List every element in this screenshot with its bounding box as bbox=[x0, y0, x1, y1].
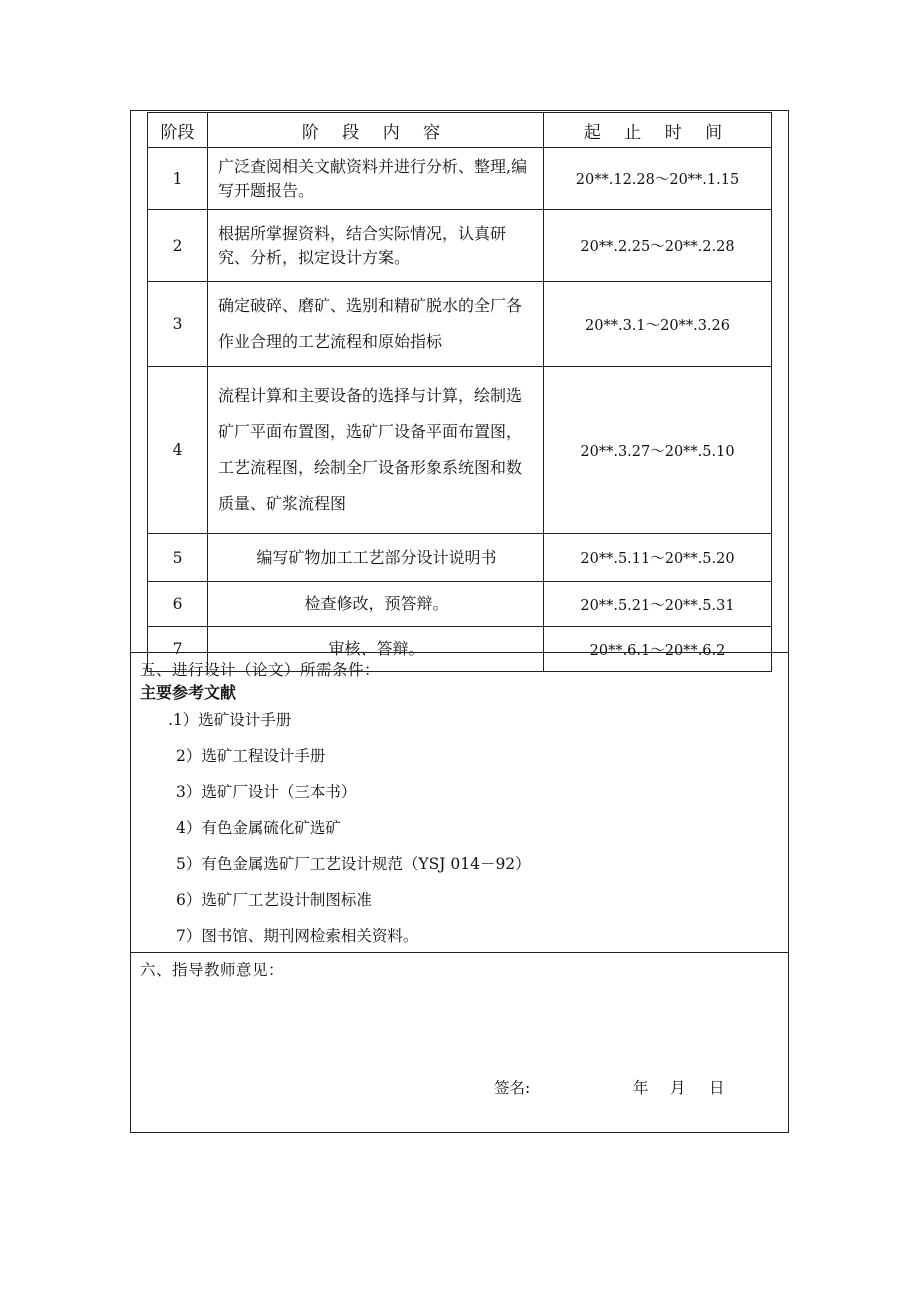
table-row bbox=[148, 148, 772, 210]
stage-content: 审核、答辩。 bbox=[208, 627, 544, 672]
table-header-row bbox=[148, 113, 772, 148]
table-row bbox=[148, 210, 772, 282]
section-divider bbox=[130, 952, 789, 953]
stage-content: 广泛查阅相关文献资料并进行分析、整理,编写开题报告。 bbox=[208, 148, 544, 210]
section5-title: 五、进行设计（论文）所需条件： bbox=[140, 661, 381, 679]
stage-time: 20**.5.21～20**.5.31 bbox=[544, 582, 772, 627]
schedule-table bbox=[147, 112, 772, 672]
reference-item: .1）选矿设计手册 bbox=[168, 711, 292, 729]
stage-time: 20**.6.1～20**.6.2 bbox=[544, 627, 772, 672]
date-day-label: 日 bbox=[709, 1079, 725, 1097]
stage-time: 20**.12.28～20**.1.15 bbox=[544, 148, 772, 210]
reference-item: 4）有色金属硫化矿选矿 bbox=[176, 819, 341, 837]
stage-content: 确定破碎、磨矿、选别和精矿脱水的全厂各作业合理的工艺流程和原始指标 bbox=[208, 282, 544, 367]
stage-number: 7 bbox=[148, 627, 208, 672]
stage-content: 检查修改，预答辩。 bbox=[208, 582, 544, 627]
table-row bbox=[148, 367, 772, 534]
reference-item: 6）选矿厂工艺设计制图标准 bbox=[176, 891, 372, 909]
reference-item: 2）选矿工程设计手册 bbox=[176, 747, 326, 765]
stage-number: 3 bbox=[148, 282, 208, 367]
stage-time: 20**.2.25～20**.2.28 bbox=[544, 210, 772, 282]
stage-time: 20**.3.27～20**.5.10 bbox=[544, 367, 772, 534]
header-time: 起 止 时 间 bbox=[544, 113, 772, 148]
stage-number: 1 bbox=[148, 148, 208, 210]
stage-number: 4 bbox=[148, 367, 208, 534]
table-row bbox=[148, 282, 772, 367]
reference-item: 5）有色金属选矿厂工艺设计规范（YSJ 014－92） bbox=[176, 855, 531, 873]
stage-number: 5 bbox=[148, 534, 208, 582]
header-stage: 阶段 bbox=[148, 113, 208, 148]
stage-time: 20**.3.1～20**.3.26 bbox=[544, 282, 772, 367]
stage-content: 编写矿物加工工艺部分设计说明书 bbox=[208, 534, 544, 582]
signature-label: 签名: bbox=[494, 1079, 531, 1097]
date-year-label: 年 bbox=[633, 1079, 649, 1097]
section6-title: 六、指导教师意见： bbox=[140, 961, 285, 979]
stage-time: 20**.5.11～20**.5.20 bbox=[544, 534, 772, 582]
date-month-label: 月 bbox=[670, 1079, 686, 1097]
reference-item: 7）图书馆、期刊网检索相关资料。 bbox=[176, 927, 419, 945]
stage-number: 6 bbox=[148, 582, 208, 627]
table-row bbox=[148, 582, 772, 627]
reference-item: 3）选矿厂设计（三本书） bbox=[176, 783, 357, 801]
stage-number: 2 bbox=[148, 210, 208, 282]
header-content: 阶 段 内 容 bbox=[208, 113, 544, 148]
stage-content: 流程计算和主要设备的选择与计算，绘制选矿厂平面布置图，选矿厂设备平面布置图，工艺流程图，绘制全厂设备形象系统图和数质量、矿浆流程图 bbox=[208, 367, 544, 534]
section-divider bbox=[130, 652, 789, 653]
table-row bbox=[148, 534, 772, 582]
stage-content: 根据所掌握资料，结合实际情况，认真研究、分析，拟定设计方案。 bbox=[208, 210, 544, 282]
references-heading: 主要参考文献 bbox=[140, 683, 237, 702]
